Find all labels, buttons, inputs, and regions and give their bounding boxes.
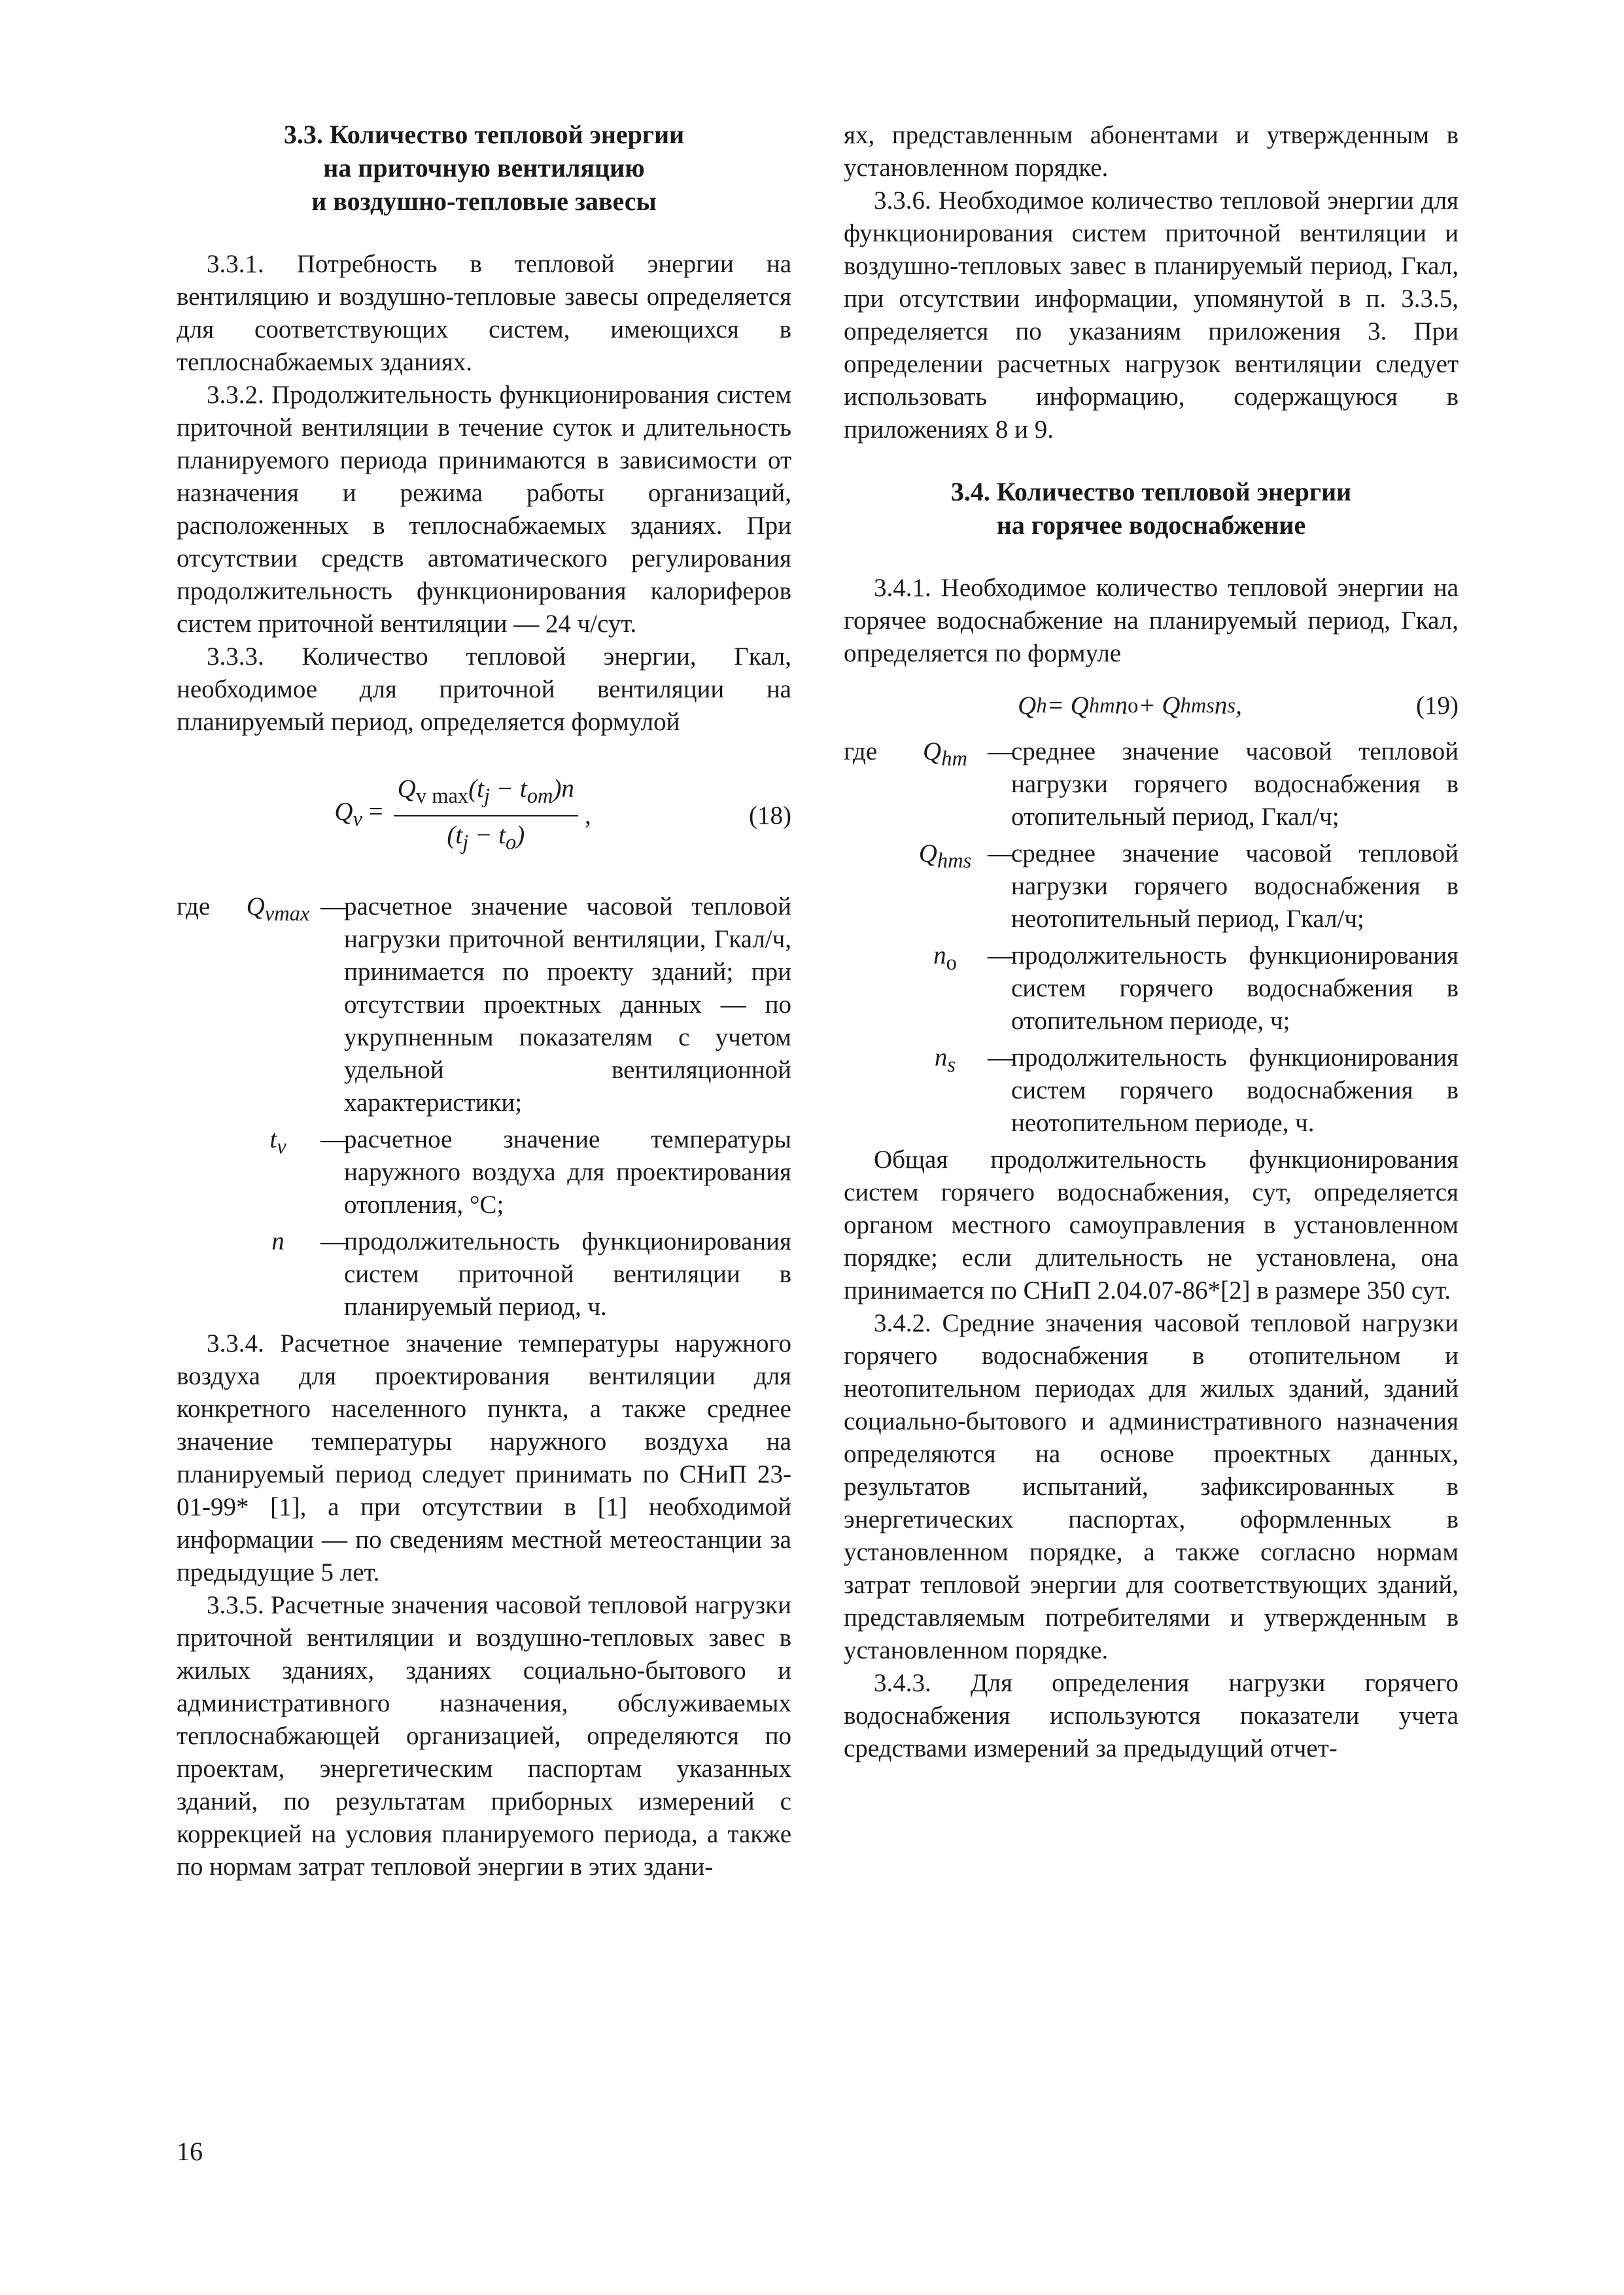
paragraph-3-3-5-continued: ях, представленным абонентами и утвержденным в установленном порядке. — [844, 121, 1459, 182]
paragraph-3-3-5: 3.3.5. Расчетные значения часовой тепловой нагрузки приточной вентиляции и воздушно-тепловых завес в жилых зданиях, зданиях социально-бытового и административного назначения, обслуживаемых теплоснабжающей организацией, определяются по проектам, энергетическим паспортам указанных зданий, по результатам приборных измерений с коррекцией на условия планируемого периода, а также по нормам затрат тепловой энергии в этих здани- — [177, 1590, 791, 1881]
section-heading-3-4: 3.4. Количество тепловой энергии на горячее водоснабжение — [950, 477, 1352, 540]
formula-18: $Q_v$ = $\frac{Q_{v max}(t_j - t_{om})n}{(t_j - t_o)}$ , (18) — [177, 773, 791, 859]
paragraph-3-4-1: 3.4.1. Необходимое количество тепловой энергии на горячее водоснабжение на планируемый период, Гкал, определяется по формуле — [844, 574, 1459, 667]
paragraph-3-3-4: 3.3.4. Расчетное значение температуры наружного воздуха для проектирования вентиляции для конкретного населенного пункта, а также среднее значение температуры наружного воздуха на планируемый период следует принимать по СНиП 23-01-99* [1], а при отсутствии в [1] необходимой информации — по сведениям местной метеостанции за предыдущие 5 лет. — [177, 1329, 791, 1586]
legend-row: $t_v$ — расчетное значение температуры наружного воздуха для проектирования отопления, °С; — [269, 1125, 791, 1219]
formula-number: (18) — [749, 801, 791, 830]
right-column — [844, 119, 1459, 1765]
legend-row: $n_s$ — продолжительность функционирования систем горячего водоснабжения в неотопительном периоде, ч. — [934, 1043, 1459, 1137]
paragraph-3-3-6: 3.3.6. Необходимое количество тепловой энергии для функционирования систем приточной вентиляции и воздушно-тепловых завес в планируемый период, Гкал, при отсутствии информации, упомянутой в п. 3.3.5, определяется по указаниям приложения 3. При определении расчетных нагрузок вентиляции следует использовать информацию, содержащуюся в приложениях 8 и 9. — [844, 186, 1459, 444]
paragraph-3-3-1: 3.3.1. Потребность в тепловой энергии на вентиляцию и воздушно-тепловые завесы определяется для соответствующих систем, имеющихся в теплоснабжаемых зданиях. — [177, 250, 791, 376]
formula-number: (19) — [1416, 692, 1459, 720]
page-number: 16 — [177, 2137, 203, 2166]
section-heading-3-3: 3.3. Количество тепловой энергии на приточную вентиляцию и воздушно-тепловые завесы — [283, 120, 685, 216]
legend-row: где $Q_{hm}$ — среднее значение часовой тепловой нагрузки горячего водоснабжения в отопительный период, Гкал/ч; — [844, 737, 1459, 831]
paragraph-3-4-3: 3.4.3. Для определения нагрузки горячего водоснабжения используются показатели учета средствами измерений за предыдущий отчет- — [844, 1669, 1459, 1762]
legend-row: где $Q_{vmax}$ — расчетное значение часовой тепловой нагрузки приточной вентиляции, Гкал/ч, принимается по проекту зданий; при отсутствии проектных данных — по укрупненным показателям с учетом удельной вентиляционной характеристики; — [177, 892, 791, 1117]
paragraph-3-3-3: 3.3.3. Количество тепловой энергии, Гкал, необходимое для приточной вентиляции на планируемый период, определяется формулой — [177, 642, 791, 736]
paragraph-3-4-2: 3.4.2. Средние значения часовой тепловой нагрузки горячего водоснабжения в отопительном и неотопительном периодах для жилых зданий, зданий социально-бытового и административного назначения определяются на основе проектных данных, результатов испытаний, зафиксированных в энергетических паспортах, оформленных в установленном порядке, а также согласно нормам затрат тепловой энергии для соответствующих зданий, представляемым потребителями и утвержденным в установленном порядке. — [844, 1309, 1459, 1664]
legend-row: $Q_{hms}$ — среднее значение часовой тепловой нагрузки горячего водоснабжения в неотопительный период, Гкал/ч; — [918, 839, 1459, 933]
fraction: $\frac{Q_{v max}(t_j - t_{om})n}{(t_j - t_o)}$ — [394, 773, 578, 859]
left-column — [177, 118, 791, 1883]
formula-19: Q h = Q hm n o + Q hms n s , (19) — [844, 690, 1459, 722]
paragraph-3-3-2: 3.3.2. Продолжительность функционирования систем приточной вентиляции в течение суток и длительность планируемого периода принимаются в зависимости от назначения и режима работы организаций, расположенных в теплоснабжаемых зданиях. При отсутствии средств автоматического регулирования продолжительность функционирования калориферов систем приточной вентиляции — 24 ч/сут. — [177, 381, 791, 638]
legend-row: n — продолжительность функционирования систем приточной вентиляции в планируемый период, ч. — [271, 1227, 791, 1321]
legend-row: $n_o$ — продолжительность функционирования систем горячего водоснабжения в отопительном периоде, ч; — [933, 941, 1459, 1035]
paragraph-general: Общая продолжительность функционирования систем горячего водоснабжения, сут, определяется органом местного самоуправления в установленном порядке; если длительность не установлена, она принимается по СНиП 2.04.07-86*[2] в размере 350 сут. — [844, 1146, 1459, 1305]
